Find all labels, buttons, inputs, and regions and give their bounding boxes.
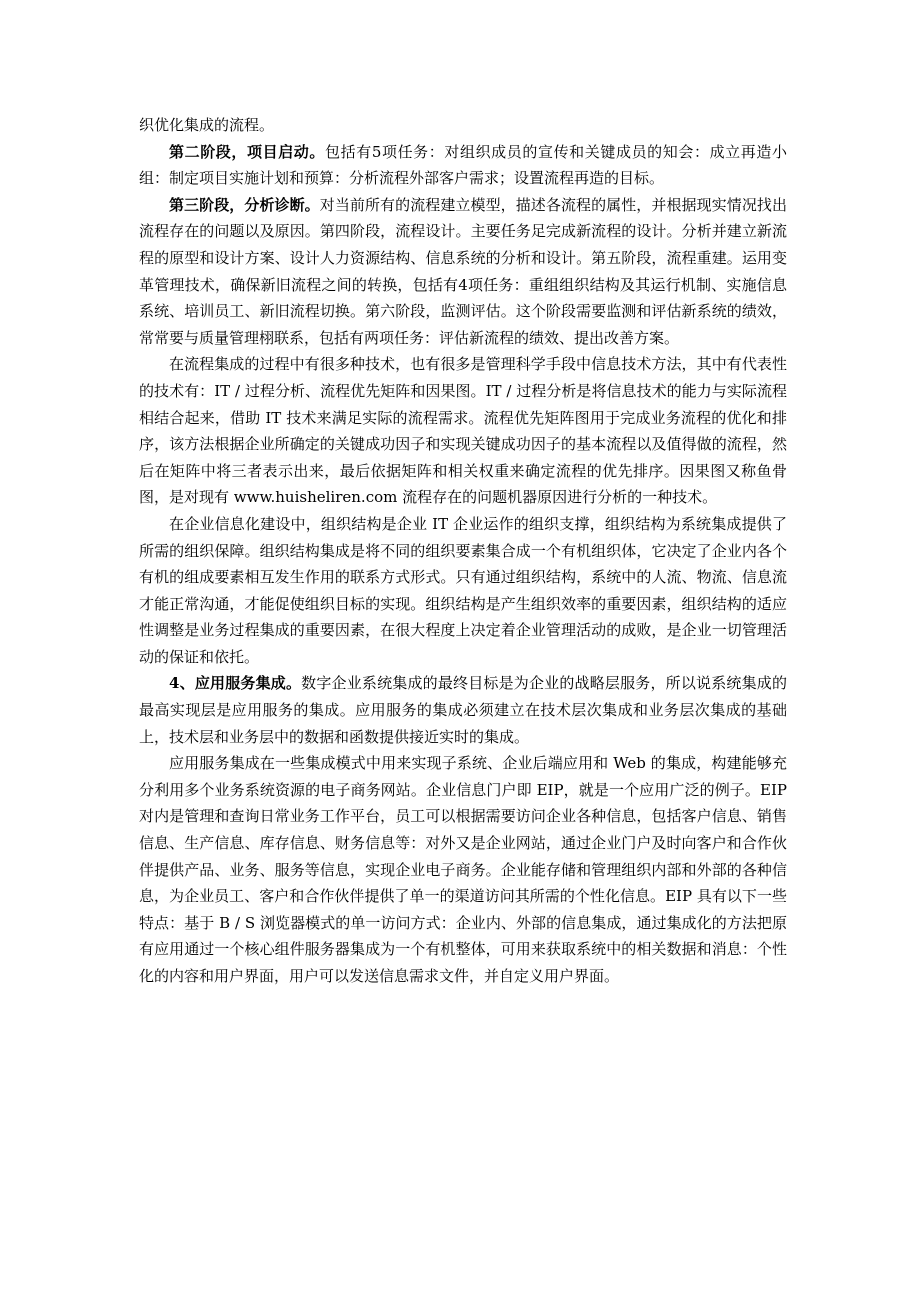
paragraph-application-integration [139, 670, 787, 750]
paragraph-stage-three [139, 192, 787, 352]
paragraph-stage-two [139, 139, 787, 192]
paragraph-heading: 4、应用服务集成。 [169, 674, 302, 693]
paragraph-text: 数字企业系统集成的最终目标是为企业的战略层服务，所以说系统集成的最高实现层是应用服务的集成。应用服务的集成必须建立在技术层次集成和业务层次集成的基础上，技术层和业务层中的数据和函数提供接近实时的集成。 [139, 674, 787, 746]
paragraph-text: 在企业信息化建设中，组织结构是企业 IT 企业运作的组织支撑，组织结构为系统集成提供了所需的组织保障。组织结构集成是将不同的组织要素集合成一个有机组织体，它决定了企业内各个有机的组成要素相互发生作用的联系方式形式。只有通过组织结构，系统中的人流、物流、信息流才能正常沟通，才能促使组织目标的实现。组织结构是产生组织效率的重要因素，组织结构的适应性调整是业务过程集成的重要因素，在很大程度上决定着企业管理活动的成败，是企业一切管理活动的保证和依托。 [139, 514, 787, 666]
paragraph-text: 包括有5项任务：对组织成员的宣传和关键成员的知会：成立再造小组：制定项目实施计划和预算：分析流程外部客户需求；设置流程再造的目标。 [139, 142, 787, 188]
paragraph-text: 应用服务集成在一些集成模式中用来实现子系统、企业后端应用和 Web 的集成，构建能够充分利用多个业务系统资源的电子商务网站。企业信息门户即 EIP，就是一个应用广泛的例子。EIP 对内是管理和查询日常业务工作平台，员工可以根据需要访问企业各种信息，包括客户信息、销售信息、生产信息、库存信息、财务信息等：对外又是企业网站，通过企业门户及时向客户和合作伙伴提供产品、业务、服务等信息，实现企业电子商务。企业能存储和管理组织内部和外部的各种信息，为企业员工、客户和合作伙伴提供了单一的渠道访问其所需的个性化信息。EIP 具有以下一些特点：基于 B / S 浏览器模式的单一访问方式：企业内、外部的信息集成，通过集成化的方法把原有应用通过一个核心组件服务器集成为一个有机整体，可用来获取系统中的相关数据和消息：个性化的内容和用户界面，用户可以发送信息需求文件，并自定义用户界面。 [139, 754, 787, 985]
paragraph-process-techniques [139, 351, 787, 511]
paragraph-heading: 第二阶段，项目启动。 [169, 142, 326, 161]
paragraph-text: 织优化集成的流程。 [139, 116, 275, 134]
paragraph-eip [139, 750, 787, 989]
paragraph-text: 对当前所有的流程建立模型，描述各流程的属性，并根据现实情况找出流程存在的问题以及原因。第四阶段，流程设计。主要任务足完成新流程的设计。分析并建立新流程的原型和设计方案、设计人力资源结构、信息系统的分析和设计。第五阶段，流程重建。运用变革管理技术，确保新旧流程之间的转换，包括有4项任务：重组组织结构及其运行机制、实施信息系统、培训员工、新旧流程切换。第六阶段，监测评估。这个阶段需要监测和评估新系统的绩效，常常要与质量管理栩联系，包括有两项任务：评估新流程的绩效、提出改善方案。 [139, 195, 787, 347]
paragraph-continuation [139, 112, 787, 139]
paragraph-text: 在流程集成的过程中有很多种技术，也有很多是管理科学手段中信息技术方法，其中有代表性的技术有：IT / 过程分析、流程优先矩阵和因果图。IT / 过程分析是将信息技术的能力与实际流程相结合起来，借助 IT 技术来满足实际的流程需求。流程优先矩阵图用于完成业务流程的优化和排序，该方法根据企业所确定的关键成功因子和实现关键成功因子的基本流程以及值得做的流程，然后在矩阵中将三者表示出来，最后依据矩阵和相关权重来确定流程的优先排序。因果图又称鱼骨图，是对现有 www.huisheliren.com 流程存在的问题机器原因进行分析的一种技术。 [139, 355, 787, 507]
document-body [139, 112, 787, 990]
paragraph-organization-structure [139, 511, 787, 671]
paragraph-heading: 第三阶段，分析诊断。 [169, 195, 320, 214]
